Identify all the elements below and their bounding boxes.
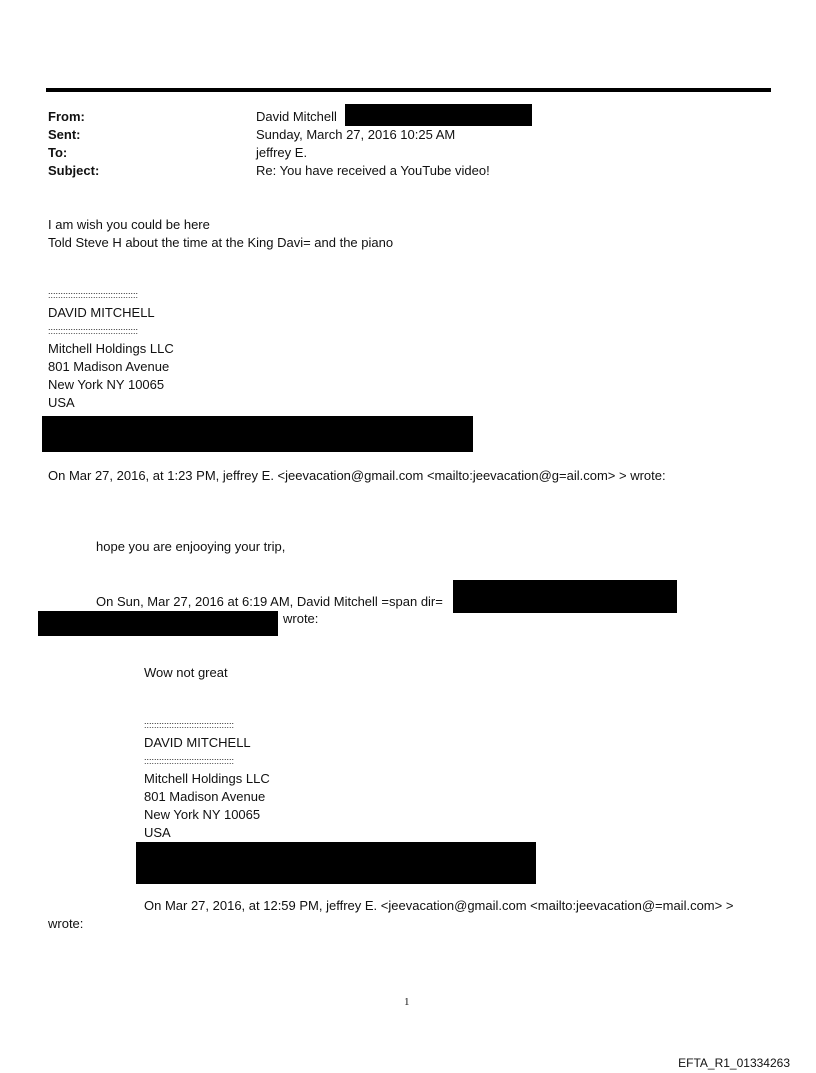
signature-dots-top: ::::::::::::::::::::::::::::::::::::	[48, 290, 139, 300]
redaction-from-email	[345, 104, 532, 126]
sent-label: Sent:	[48, 127, 81, 142]
signature-address-1: 801 Madison Avenue	[48, 359, 170, 374]
page-number: 1	[404, 996, 410, 1008]
signature2-company: Mitchell Holdings LLC	[144, 771, 270, 786]
sent-row	[48, 126, 490, 144]
signature-company: Mitchell Holdings LLC	[48, 341, 174, 356]
subject-row	[48, 162, 490, 180]
redaction-signature-1	[42, 416, 473, 452]
quote3-wrote: wrote:	[48, 916, 84, 931]
body-line-2: Told Steve H about the time at the King Davi= and the piano	[48, 235, 394, 250]
signature2-address-1: 801 Madison Avenue	[144, 789, 266, 804]
signature-block	[48, 286, 174, 412]
to-label: To:	[48, 145, 68, 160]
to-value: jeffrey E.	[256, 145, 308, 160]
quote2-attribution-start: On Sun, Mar 27, 2016 at 6:19 AM, David Mitchell =span dir=	[96, 594, 443, 609]
redaction-quote2-email-a	[453, 580, 677, 613]
signature-address-2: New York NY 10065	[48, 377, 165, 392]
signature-name: DAVID MITCHELL	[48, 305, 155, 320]
header-rule	[46, 88, 771, 92]
quote2-text: Wow not great	[144, 665, 228, 680]
message-body	[48, 216, 393, 252]
from-value: David Mitchell	[256, 109, 337, 124]
signature-dots-bottom: ::::::::::::::::::::::::::::::::::::	[48, 326, 139, 336]
quote1-text: hope you are enjooying your trip,	[96, 539, 286, 554]
signature2-dots-top: ::::::::::::::::::::::::::::::::::::	[144, 720, 235, 730]
quote3-attribution: On Mar 27, 2016, at 12:59 PM, jeffrey E. <jeevacation@gmail.com <mailto:jeevacation@=mail.com> >	[144, 898, 734, 913]
to-row	[48, 144, 490, 162]
subject-value: Re: You have received a YouTube video!	[256, 163, 490, 178]
signature-country: USA	[48, 395, 75, 410]
quote2-attribution-end: wrote:	[283, 611, 319, 626]
from-label: From:	[48, 109, 85, 124]
signature2-dots-bottom: ::::::::::::::::::::::::::::::::::::	[144, 756, 235, 766]
subject-label: Subject:	[48, 163, 100, 178]
signature2-country: USA	[144, 825, 171, 840]
signature2-name: DAVID MITCHELL	[144, 735, 251, 750]
bates-number: EFTA_R1_01334263	[678, 1056, 790, 1070]
sent-value: Sunday, March 27, 2016 10:25 AM	[256, 127, 456, 142]
redaction-signature-2	[136, 842, 536, 884]
signature2-address-2: New York NY 10065	[144, 807, 261, 822]
signature2-block	[144, 716, 270, 842]
redaction-quote2-email-b	[38, 611, 278, 636]
body-line-1: I am wish you could be here	[48, 217, 210, 232]
quote1-attribution: On Mar 27, 2016, at 1:23 PM, jeffrey E. <jeevacation@gmail.com <mailto:jeevacation@g=ail.com> > wrote:	[48, 468, 666, 483]
